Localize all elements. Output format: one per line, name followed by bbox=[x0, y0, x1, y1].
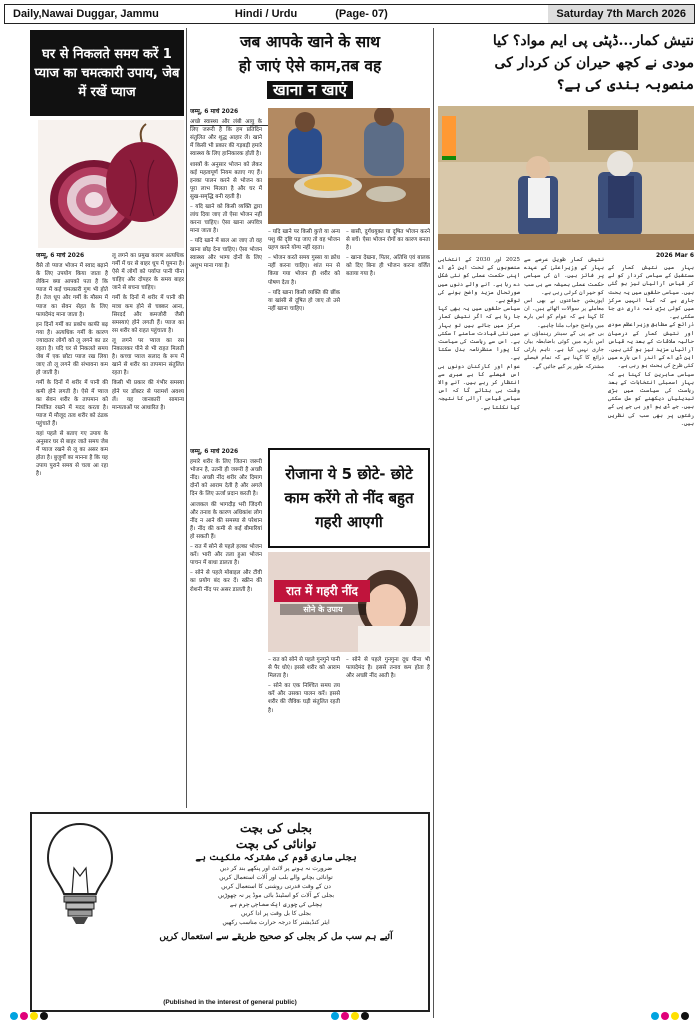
onion-paragraph: गर्मी के दिनों में शरीर में पानी की कमी होने लगती है। ऐसे में प्याज का सेवन शरीर के तापमान को नियंत्रित रखने में मदद करता है। प्याज में मौजूद तत्व शरीर को ठंडक पहुंचाते हैं। bbox=[36, 380, 108, 427]
magenta-mark bbox=[661, 1012, 669, 1020]
onion-paragraph: लू लगने का प्रमुख कारण अत्यधिक गर्मी में घर से बाहर धूप में घूमना है। ऐसे में लोगों को पर्याप्त पानी पीना चाहिए और दोपहर के समय बाहर जाने से बचना चाहिए। bbox=[112, 253, 184, 292]
food-photo bbox=[268, 108, 430, 224]
column-rule bbox=[433, 28, 434, 1018]
onion-headline-box bbox=[30, 30, 184, 116]
urdu-paragraph: ذرائع کے مطابق وزیراعظم مودی اور نتیش کمار کے درمیان حالیہ ملاقات کے بعد یہ قیاس آرائیاں مزید تیز ہو گئی ہیں۔ این ڈی اے کے اندر اس بارے میں کئی طرح کی بحث ہو رہی ہے۔ bbox=[608, 322, 694, 370]
sleep-paragraph: आजकल की भागदौड़ भरी जिंदगी और तनाव के कारण अधिकांश लोग नींद न आने की समस्या से परेशान हैं। नींद की कमी से कई बीमारियां हो सकती हैं। bbox=[190, 501, 262, 540]
urdu-paragraph: بہار میں نتیش کمار کے مستقبل کے سیاسی کردار کو لے کر قیاس آرائیاں تیز ہو گئی ہیں۔ سیاسی حلقوں میں یہ بحث جاری ہے کہ کیا انہیں مرکز میں کوئی بڑی ذمہ داری دی جا سکتی ہے۔ bbox=[608, 265, 694, 321]
ad-title: توانائی کی بچت bbox=[235, 837, 317, 851]
onion-image bbox=[38, 120, 184, 248]
ad-subtitle: بجلی ساری قوم کی مشترکہ ملکیت ہے bbox=[195, 853, 357, 863]
sleep-paragraph: – रात को सोने से पहले गुनगुने पानी से पैर धोएं। इससे शरीर को आराम मिलता है। bbox=[268, 657, 340, 680]
urdu-photo bbox=[438, 106, 694, 250]
onion-body-col1 bbox=[36, 252, 108, 804]
onion-dateline: जम्मू, 6 मार्च 2026 bbox=[36, 252, 85, 259]
sleep-image bbox=[268, 552, 430, 652]
sleep-image-subtitle: सोने के उपाय bbox=[280, 604, 366, 615]
sleep-headline-box bbox=[268, 448, 430, 548]
cyan-mark bbox=[331, 1012, 339, 1020]
sleep-body-col1 bbox=[190, 448, 262, 804]
food-paragraph: शास्त्रों के अनुसार भोजन को लेकर कई महत्वपूर्ण नियम बताए गए हैं। इनका पालन करने से भोजन का पूरा लाभ मिलता है और घर में सुख-समृद्धि बनी रहती है। bbox=[190, 161, 262, 200]
light-bulb-icon bbox=[40, 818, 120, 928]
food-image bbox=[268, 108, 430, 224]
urdu-paragraph: نتیش کمار طویل عرصے سے بہار کے وزیراعلیٰ کے عہدے پر فائز ہیں۔ ان کی سیاسی حکمت عملی ہمیشہ سے ہی سب کو حیران کرتی رہی ہے۔ bbox=[524, 257, 604, 296]
food-paragraph: – यदि खाने में बाल आ जाए तो वह खाना छोड़ देना चाहिए। ऐसा भोजन स्वास्थ्य और भाग्य दोनों के लिए अशुभ माना गया है। bbox=[190, 238, 262, 269]
yellow-mark bbox=[351, 1012, 359, 1020]
ad-line: بجلی کی چوری ایک سماجی جرم ہے bbox=[229, 901, 323, 908]
sleep-photo bbox=[268, 552, 430, 652]
food-paragraph: – यदि खाने पर किसी कुत्ते या अन्य पशु की दृष्टि पड़ जाए तो वह भोजन ग्रहण करने योग्य नहीं रहता। bbox=[268, 229, 340, 252]
masthead-bar bbox=[4, 4, 695, 24]
food-paragraph: – भोजन करते समय गुस्सा या क्रोध नहीं करना चाहिए। शांत मन से किया गया भोजन ही शरीर को पोषण देता है। bbox=[268, 255, 340, 286]
ad-title: بجلی کی بچت bbox=[240, 821, 312, 835]
sleep-body-col3 bbox=[346, 656, 430, 804]
sleep-paragraph: – सोने का एक निश्चित समय तय करें और उसका पालन करें। इससे शरीर की जैविक घड़ी संतुलित रहती है। bbox=[268, 683, 340, 714]
food-paragraph: – यदि खाने को किसी व्यक्ति द्वारा लांघ दिया जाए तो ऐसा भोजन नहीं करना चाहिए। ऐसा खाना अपवित्र माना जाता है। bbox=[190, 204, 262, 235]
urdu-paragraph: عوام اور کارکنان دونوں ہی اس فیصلے کا بے صبری سے انتظار کر رہے ہیں۔ آنے والا وقت ہی بتائے گا کہ اس سیاسی قیاس آرائی کا نتیجہ کیا نکلتا ہے۔ bbox=[438, 363, 520, 411]
ad-line: ایئر کنڈیشنر کا درجہ حرارت مناسب رکھیں bbox=[222, 919, 330, 926]
sleep-image-title: रात में गहरी नींद bbox=[274, 580, 370, 602]
onion-paragraph: यहां पहले से बताए गए उपाय के अनुसार घर से बाहर जाते समय जेब में प्याज रखने से लू का असर कम होता है। बुजुर्गों का मानना है कि यह उपाय पुराने समय से चला आ रहा है। bbox=[36, 430, 108, 478]
onion-paragraph: गर्मी के दिनों में शरीर में पानी की मात्रा कम होने से चक्कर आना, सिरदर्द और कमजोरी जैसी समस्याएं होने लगती हैं। प्याज का रस शरीर को राहत पहुंचाता है। bbox=[112, 295, 184, 334]
magenta-mark bbox=[20, 1012, 28, 1020]
urdu-body-col2 bbox=[524, 256, 604, 1008]
ad-line: ضرورت نہ ہونے پر لائٹ اور پنکھے بند کر دیں bbox=[219, 865, 333, 872]
sleep-paragraph: – सोने से पहले मोबाइल और टीवी का प्रयोग बंद कर दें। स्क्रीन की रोशनी नींद पर असर डालती है। bbox=[190, 570, 262, 593]
cyan-mark bbox=[651, 1012, 659, 1020]
urdu-paragraph: سیاسی ماہرین کا کہنا ہے کہ بہار اسمبلی انتخابات کے بعد ریاست کی سیاست میں بڑی تبدیلیاں دیکھنے کو مل سکتی ہیں۔ جے ڈی یو اور بی جے پی کے رشتوں پر بھی سب کی نظریں ہیں۔ bbox=[608, 371, 694, 427]
paper-name: Daily,Nawai Duggar, Jammu bbox=[13, 8, 159, 20]
sleep-paragraph: हमारे शरीर के लिए जितना जरूरी भोजन है, उतनी ही जरूरी है अच्छी नींद। अच्छी नींद शरीर और दिमाग दोनों को आराम देती है और अगले दिन के लिए ऊर्जा प्रदान करती है। bbox=[190, 459, 262, 498]
food-headline-line: खाना न खाएं bbox=[267, 81, 353, 99]
footer-registration bbox=[4, 1010, 695, 1022]
sleep-paragraph: – रात में सोने से पहले हल्का भोजन करें। भारी और तला हुआ भोजन पाचन में बाधा डालता है। bbox=[190, 544, 262, 567]
magenta-mark bbox=[341, 1012, 349, 1020]
page-number: (Page- 07) bbox=[335, 8, 388, 20]
black-mark bbox=[40, 1012, 48, 1020]
ad-footer: (Published in the interest of general public) bbox=[163, 999, 297, 1006]
food-body-col2 bbox=[268, 228, 340, 444]
urdu-dateline: 2026 Mar 6 bbox=[655, 252, 694, 259]
sleep-body-col2 bbox=[268, 656, 340, 804]
issue-date: Saturday 7th March 2026 bbox=[548, 5, 694, 23]
urdu-headline-line: منصوبہ بندی کی ہے؟ bbox=[556, 77, 694, 93]
registration-marks bbox=[651, 1012, 689, 1020]
food-paragraph: – खाना देखना, पितर, अतिथि एवं बालक को दिए बिना ही भोजन करना वर्जित बताया गया है। bbox=[346, 255, 430, 278]
urdu-headline-box bbox=[438, 30, 694, 102]
urdu-paragraph: 2025 اور 2030 کے انتخابی منصوبوں کے تحت این ڈی اے اپنی حکمت عملی کو نئی شکل دے رہا ہے۔ آنے والے دنوں میں صورتحال مزید واضح ہونے کی توقع ہے۔ bbox=[438, 257, 520, 305]
sleep-paragraph: – सोने से पहले गुनगुना दूध पीना भी फायदेमंद है। इससे तनाव कम होता है और अच्छी नींद आती है। bbox=[346, 657, 430, 680]
yellow-mark bbox=[671, 1012, 679, 1020]
registration-marks bbox=[331, 1012, 369, 1020]
onion-headline: घर से निकलते समय करें 1 प्याज का चमत्कारी उपाय, जेब में रखें प्याज bbox=[30, 30, 184, 116]
sleep-headline-line: रोजाना ये 5 छोटे- छोटे bbox=[285, 465, 413, 483]
ad-text-block bbox=[132, 820, 420, 943]
sleep-headline-line: काम करेंगे तो नींद बहुत bbox=[284, 489, 414, 507]
food-paragraph: – यदि खाना किसी व्यक्ति की छींक या खांसी से दूषित हो जाए तो उसे नहीं खाना चाहिए। bbox=[268, 289, 340, 312]
black-mark bbox=[681, 1012, 689, 1020]
sleep-dateline: जम्मू, 6 मार्च 2026 bbox=[190, 448, 239, 455]
food-headline-line: जब आपके खाने के साथ bbox=[239, 33, 381, 51]
food-body-col1 bbox=[190, 108, 262, 444]
urdu-body-col3 bbox=[438, 256, 520, 1008]
onion-paragraph: वैसे तो प्याज भोजन में स्वाद बढ़ाने के लिए उपयोग किया जाता है लेकिन क्या आपको पता है कि प्याज में कई चमत्कारी गुण भी होते हैं। तेज धूप और गर्मी के मौसम में प्याज का सेवन सेहत के लिए फायदेमंद माना जाता है। bbox=[36, 263, 108, 318]
ad-line: دن کے وقت قدرتی روشنی کا استعمال کریں bbox=[221, 883, 331, 890]
onion-paragraph: इन दिनों गर्मी का प्रकोप काफी बढ़ गया है। अत्यधिक गर्मी के कारण ज्यादातर लोगों को लू लगने का डर रहता है। यदि घर से निकलते समय जेब में एक छोटा प्याज रख लिया जाए तो लू लगने की संभावना कम हो जाती है। bbox=[36, 321, 108, 377]
sleep-headline-line: गहरी आएगी bbox=[315, 513, 383, 531]
urdu-paragraph: سیاسی حلقوں میں یہ بھی کہا جا رہا ہے کہ اگر نتیش کمار مرکز میں جاتے ہیں تو بہار میں نئی قیادت سامنے آ سکتی ہے۔ اس سے ریاست کی سیاست کا پورا منظرنامہ بدل سکتا ہے۔ bbox=[438, 306, 520, 362]
onion-illustration bbox=[38, 120, 184, 248]
food-headline-line: हो जाएं ऐसे काम,तब वह bbox=[238, 57, 382, 75]
electricity-ad bbox=[30, 812, 430, 1012]
urdu-body-col1 bbox=[608, 264, 694, 1008]
food-body-col3 bbox=[346, 228, 430, 444]
onion-body-col2 bbox=[112, 252, 184, 804]
column-rule bbox=[186, 28, 187, 808]
yellow-mark bbox=[30, 1012, 38, 1020]
food-paragraph: अच्छे स्वास्थ्य और लंबी आयु के लिए जरूरी है कि हम प्रतिदिन संतुलित और शुद्ध आहार लें। खाने में किसी भी प्रकार की गड़बड़ी हमारे स्वास्थ्य के लिए हानिकारक होती है। bbox=[190, 119, 262, 158]
ad-line: بجلی کا بل وقت پر ادا کریں bbox=[241, 910, 311, 917]
food-dateline: जम्मू, 6 मार्च 2026 bbox=[190, 108, 239, 115]
black-mark bbox=[361, 1012, 369, 1020]
registration-marks bbox=[10, 1012, 48, 1020]
cyan-mark bbox=[10, 1012, 18, 1020]
urdu-paragraph: بی جے پی کے سینئر رہنماؤں نے اس بارے میں کوئی باضابطہ بیان جاری نہیں کیا ہے۔ تاہم پارٹی ذرائع کا کہنا ہے کہ تمام فیصلے مشترکہ طور پر کیے جائیں گے۔ bbox=[524, 330, 604, 370]
meeting-photo bbox=[438, 106, 694, 250]
ad-tagline: آئیے ہم سب مل کر بجلی کو صحیح طریقے سے استعمال کریں bbox=[159, 932, 393, 942]
onion-paragraph: लू लगने पर प्याज का रस निकालकर पीने से भी राहत मिलती है। कच्चा प्याज सलाद के रूप में खाने से शरीर का तापमान संतुलित रहता है। bbox=[112, 337, 184, 377]
ad-line: توانائی بچانے والے بلب اور آلات استعمال کریں bbox=[219, 874, 333, 881]
urdu-headline-line: نتیش کمار...ڈپٹی پی ایم مواد؟ کیا bbox=[492, 33, 694, 49]
ad-line: بجلی کے آلات کو اسٹینڈ بائی موڈ پر نہ چھوڑیں bbox=[217, 892, 335, 899]
food-paragraph: – बासी, दुर्गंधयुक्त या दूषित भोजन करने से बचें। ऐसा भोजन रोगों का कारण बनता है। bbox=[346, 229, 430, 252]
urdu-paragraph: اپوزیشن جماعتوں نے بھی اس معاملے پر سوالات اٹھائے ہیں۔ ان کا کہنا ہے کہ عوام کو اس بارے میں واضح جواب ملنا چاہیے۔ bbox=[524, 298, 604, 329]
language-label: Hindi / Urdu bbox=[234, 8, 298, 20]
onion-paragraph: किसी भी प्रकार की गंभीर समस्या होने पर डॉक्टर से परामर्श अवश्य लें। यह जानकारी सामान्य मान्यताओं पर आधारित है। bbox=[112, 380, 184, 411]
urdu-headline-line: مودی نے کچھ حیران کن کردار کی bbox=[494, 55, 694, 71]
